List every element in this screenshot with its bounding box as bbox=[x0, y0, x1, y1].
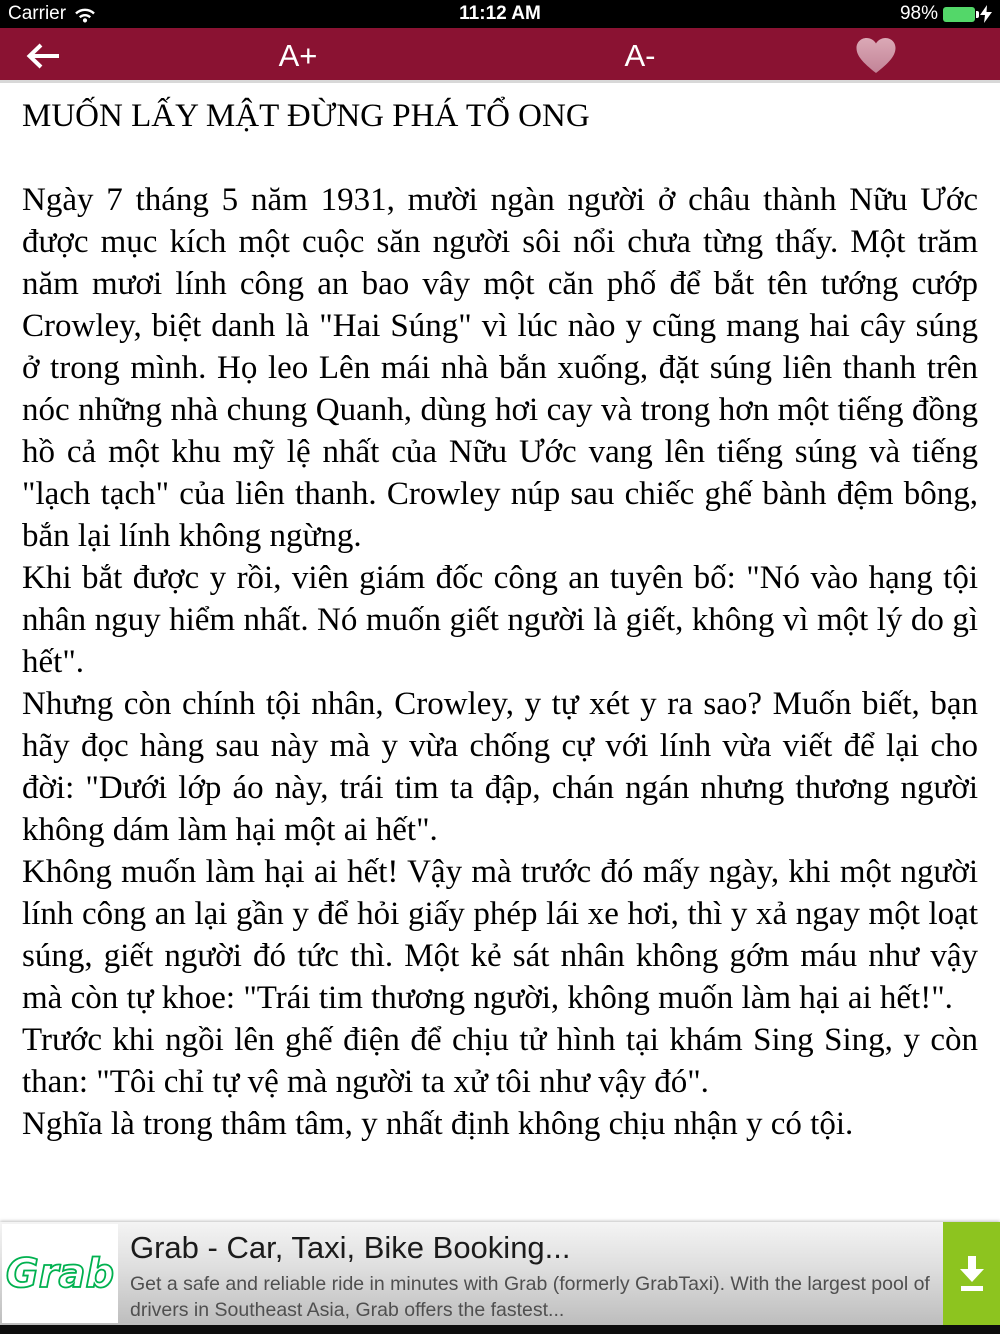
svg-text:Grab: Grab bbox=[5, 1250, 115, 1297]
font-decrease-button[interactable]: A- bbox=[624, 37, 656, 73]
battery-percent-label: 98% bbox=[899, 3, 938, 24]
paragraph: Ngày 7 tháng 5 năm 1931, mười ngàn người ở châu thành Nữu Ước được mục kích một cuộc săn người sôi nổi chưa từng thấy. Một trăm năm mươi lính công an bao vây một căn phố để bắt tên tướng cướp Crowley, biệt danh là "Hai Súng" vì lúc nào y cũng mang hai cây súng ở trong mình. Họ leo Lên mái nhà bắn xuống, đặt súng liên thanh trên nóc những nhà chung Quanh, dùng hơi cay và trong hơn một tiếng đồng hồ cả một khu mỹ lệ nhất của Nữu Ước vang lên tiếng súng và tiếng "lạch tạch" của liên thanh. Crowley núp sau chiếc ghế bành đệm bông, bắn lại lính không ngừng. bbox=[22, 182, 978, 554]
back-arrow-icon bbox=[24, 41, 62, 71]
wifi-icon bbox=[73, 6, 97, 23]
chapter-title: MUỐN LẤY MẬT ĐỪNG PHÁ TỔ ONG bbox=[22, 98, 590, 134]
battery-icon bbox=[943, 7, 975, 22]
ad-banner[interactable] bbox=[0, 1222, 1000, 1325]
status-bar bbox=[0, 0, 1000, 28]
paragraph: Nghĩa là trong thâm tâm, y nhất định không chịu nhận y có tội. bbox=[22, 1106, 854, 1142]
ad-text-block bbox=[130, 1228, 930, 1323]
paragraph: Nhưng còn chính tội nhân, Crowley, y tự xét y ra sao? Muốn biết, bạn hãy đọc hàng sau này mà y vừa chống cự với lính vừa viết để lại cho đời: "Dưới lớp áo này, trái tim ta đập, chán ngán nhưng thương người không dám làm hại một ai hết". bbox=[22, 686, 978, 848]
download-button[interactable] bbox=[943, 1222, 1000, 1325]
favorite-button[interactable] bbox=[850, 28, 902, 83]
bottom-bar bbox=[0, 1325, 1000, 1334]
font-increase-button[interactable]: A+ bbox=[278, 37, 318, 73]
ad-description: Get a safe and reliable ride in minutes with Grab (formerly GrabTaxi). With the largest pool of drivers in Southeast Asia, Grab offers the fastest... bbox=[130, 1273, 930, 1321]
back-button[interactable] bbox=[20, 28, 66, 83]
heart-icon bbox=[854, 36, 898, 76]
paragraph: Trước khi ngồi lên ghế điện để chịu tử hình tại khám Sing Sing, y còn than: "Tôi chỉ tự vệ mà người ta xử tôi như vậy đó". bbox=[22, 1022, 978, 1100]
carrier-label: Carrier bbox=[8, 3, 67, 24]
ad-title: Grab - Car, Taxi, Bike Booking... bbox=[130, 1230, 571, 1265]
paragraph: Không muốn làm hại ai hết! Vậy mà trước đó mấy ngày, khi một người lính công an lại gần y để hỏi giấy phép lái xe hơi, thì y xả ngay một loạt súng, giết người đó tức thì. Một kẻ sát nhân không gớm máu như vậy mà còn tự khoe: "Trái tim thương người, không muốn làm hại ai hết!". bbox=[22, 854, 978, 1016]
charging-bolt-icon bbox=[980, 5, 992, 23]
reader-content[interactable] bbox=[0, 83, 1000, 1145]
clock-time: 11:12 AM bbox=[459, 3, 541, 24]
grab-logo bbox=[2, 1224, 118, 1323]
download-icon bbox=[954, 1254, 990, 1294]
paragraph: Khi bắt được y rồi, viên giám đốc công an tuyên bố: "Nó vào hạng tội nhân nguy hiểm nhất. Nó muốn giết người là giết, không vì một lý do gì hết". bbox=[22, 560, 978, 680]
nav-bar bbox=[0, 28, 1000, 83]
